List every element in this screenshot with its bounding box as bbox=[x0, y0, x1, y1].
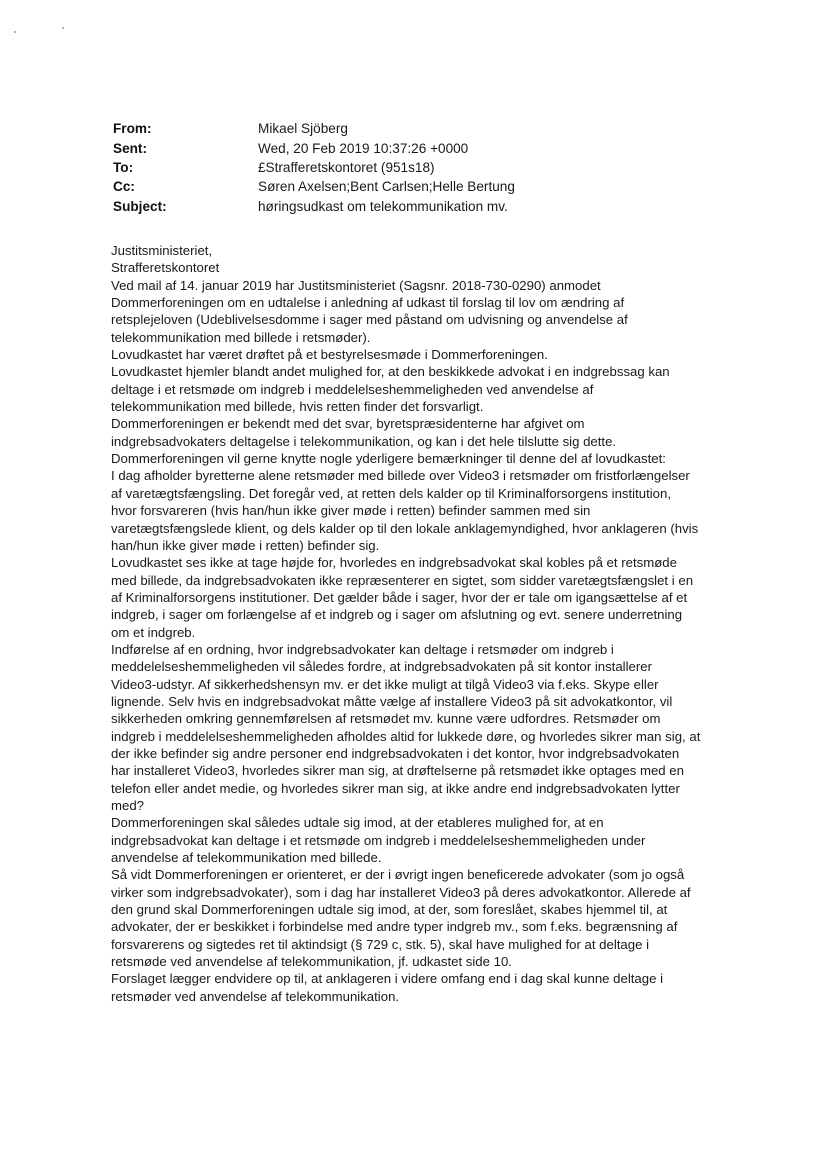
body-line: Ved mail af 14. januar 2019 har Justitsministeriet (Sagsnr. 2018-730-0290) anmodet bbox=[111, 277, 601, 293]
body-line: anvendelse af telekommunikation med billede. bbox=[111, 850, 382, 866]
body-line: Dommerforeningen er bekendt med det svar, byretspræsidenterne har afgivet om bbox=[111, 416, 585, 432]
body-line: Lovudkastet hjemler blandt andet mulighed for, at den beskikkede advokat i en indgrebssag kan bbox=[111, 364, 670, 380]
header-label: To: bbox=[113, 159, 134, 175]
body-line: om et indgreb. bbox=[111, 624, 196, 640]
email-header bbox=[113, 119, 515, 216]
body-line: retsmøde ved anvendelse af telekommunikation, jf. udkastet side 10. bbox=[111, 954, 512, 970]
body-line: der ikke befinder sig andre personer end indgrebsadvokaten i det kontor, hvor indgrebsadvokaten bbox=[111, 745, 680, 761]
body-line: Indførelse af en ordning, hvor indgrebsadvokater kan deltage i retsmøder om indgreb i bbox=[111, 641, 614, 657]
body-line: Strafferetskontoret bbox=[111, 260, 220, 276]
header-label: From: bbox=[113, 121, 152, 137]
header-label: Cc: bbox=[113, 179, 135, 195]
body-line: med? bbox=[111, 798, 144, 813]
body-line: telefon eller andet medie, og hvorledes sikrer man sig, at ikke andre end indgrebsadvokaten lytter bbox=[111, 780, 680, 796]
body-line: indgrebsadvokaters deltagelse i telekommunikation, og kan i det hele tilslutte sig dette. bbox=[111, 433, 617, 449]
body-line: meddelelseshemmeligheden vil således fordre, at indgrebsadvokaten på sit kontor installerer bbox=[111, 659, 652, 675]
email-body bbox=[111, 242, 701, 1005]
body-line: indgreb, i sager om forlængelse af et indgreb og i sager om afslutning og evt. senere underretning bbox=[111, 607, 683, 623]
body-line: sikkerheden omkring gennemførelsen af retsmødet mv. kunne være udfordres. Retsmøder om bbox=[111, 711, 661, 727]
body-line: Så vidt Dommerforeningen er orienteret, er der i øvrigt ingen beneficerede advokater (som jo også bbox=[111, 867, 685, 883]
header-row bbox=[113, 119, 515, 138]
body-line: I dag afholder byretterne alene retsmøder med billede over Video3 i retsmøder om fristforlængelser bbox=[111, 468, 690, 484]
header-row bbox=[113, 158, 515, 177]
body-line: med billede, da indgrebsadvokaten ikke repræsenterer en sigtet, som sidder varetægtsfængslet i en bbox=[111, 572, 694, 588]
body-line: har installeret Video3, hvorledes sikrer man sig, at drøftelserne på retsmødet ikke optages med en bbox=[111, 763, 684, 779]
header-value: Wed, 20 Feb 2019 10:37:26 +0000 bbox=[258, 140, 469, 156]
body-line: af varetægtsfængsling. Det foregår ved, at retten dels kalder op til Kriminalforsorgens institution, bbox=[111, 485, 672, 501]
body-line: han/hun ikke giver møde i retten) befinder sig. bbox=[111, 537, 380, 553]
body-line: virker som indgrebsadvokater), som i dag har installeret Video3 på deres advokatkontor. Allerede af bbox=[111, 884, 691, 900]
header-label: Sent: bbox=[113, 140, 147, 156]
header-row bbox=[113, 197, 515, 216]
header-row bbox=[113, 177, 515, 196]
body-line: varetægtsfængslede klient, og dels kalder op til den lokale anklagemyndighed, hvor anklageren (hvis bbox=[111, 520, 699, 536]
header-value: Søren Axelsen;Bent Carlsen;Helle Bertung bbox=[258, 179, 515, 195]
body-line: Forslaget lægger endvidere op til, at anklageren i videre omfang end i dag skal kunne deltage i bbox=[111, 971, 664, 987]
body-line: telekommunikation med billede i retsmøder). bbox=[111, 329, 371, 345]
body-line: advokater, der er beskikket i forbindelse med andre typer indgreb mv., som f.eks. begrænsning af bbox=[111, 919, 678, 935]
header-row bbox=[113, 138, 515, 157]
body-line: Dommerforeningen om en udtalelse i anledning af udkast til forslag til lov om ændring af bbox=[111, 295, 625, 311]
body-line: retsmøder ved anvendelse af telekommunikation. bbox=[111, 988, 400, 1004]
body-line: forsvarerens og sigtedes ret til aktindsigt (§ 729 c, stk. 5), skal have mulighed for at deltage i bbox=[111, 936, 650, 952]
body-line: Justitsministeriet, bbox=[111, 243, 213, 258]
body-line: af Kriminalforsorgens institutioner. Det gælder både i sager, hvor der er tale om igangsættelse af et bbox=[111, 589, 688, 605]
scan-speck bbox=[14, 31, 16, 33]
header-value: £Strafferetskontoret (951s18) bbox=[258, 159, 435, 175]
body-line: indgreb i meddelelseshemmeligheden afholdes altid for lukkede døre, og hvorledes sikrer man sig, at bbox=[111, 728, 701, 744]
header-value: høringsudkast om telekommunikation mv. bbox=[258, 198, 508, 214]
body-line: Video3-udstyr. Af sikkerhedshensyn mv. er det ikke muligt at tilgå Video3 via f.eks. Skype eller bbox=[111, 676, 659, 692]
header-value: Mikael Sjöberg bbox=[258, 121, 348, 137]
header-label: Subject: bbox=[113, 198, 167, 214]
body-line: hvor forsvareren (hvis han/hun ikke giver møde i retten) befinder sammen med sin bbox=[111, 503, 591, 519]
body-line: den grund skal Dommerforeningen udtale sig imod, at der, som foreslået, skabes hjemmel til, at bbox=[111, 902, 668, 918]
body-line: Dommerforeningen vil gerne knytte nogle yderligere bemærkninger til denne del af lovudkastet: bbox=[111, 451, 666, 467]
body-line: indgrebsadvokat kan deltage i et retsmøde om indgreb i meddelelseshemmeligheden under bbox=[111, 832, 646, 848]
body-line: retsplejeloven (Udeblivelsesdomme i sager med påstand om udvisning og anvendelse af bbox=[111, 312, 628, 328]
scan-speck bbox=[62, 27, 64, 29]
body-line: telekommunikation med billede, hvis retten finder det forsvarligt. bbox=[111, 399, 484, 415]
body-line: Dommerforeningen skal således udtale sig imod, at der etableres mulighed for, at en bbox=[111, 815, 604, 831]
body-line: Lovudkastet har været drøftet på et bestyrelsesmøde i Dommerforeningen. bbox=[111, 347, 548, 363]
body-line: lignende. Selv hvis en indgrebsadvokat måtte vælge af installere Video3 på sit advokatkontor, vil bbox=[111, 693, 673, 709]
body-line: Lovudkastet ses ikke at tage højde for, hvorledes en indgrebsadvokat skal kobles på et retsmøde bbox=[111, 555, 677, 571]
body-line: deltage i et retsmøde om indgreb i meddelelseshemmeligheden ved anvendelse af bbox=[111, 381, 594, 397]
